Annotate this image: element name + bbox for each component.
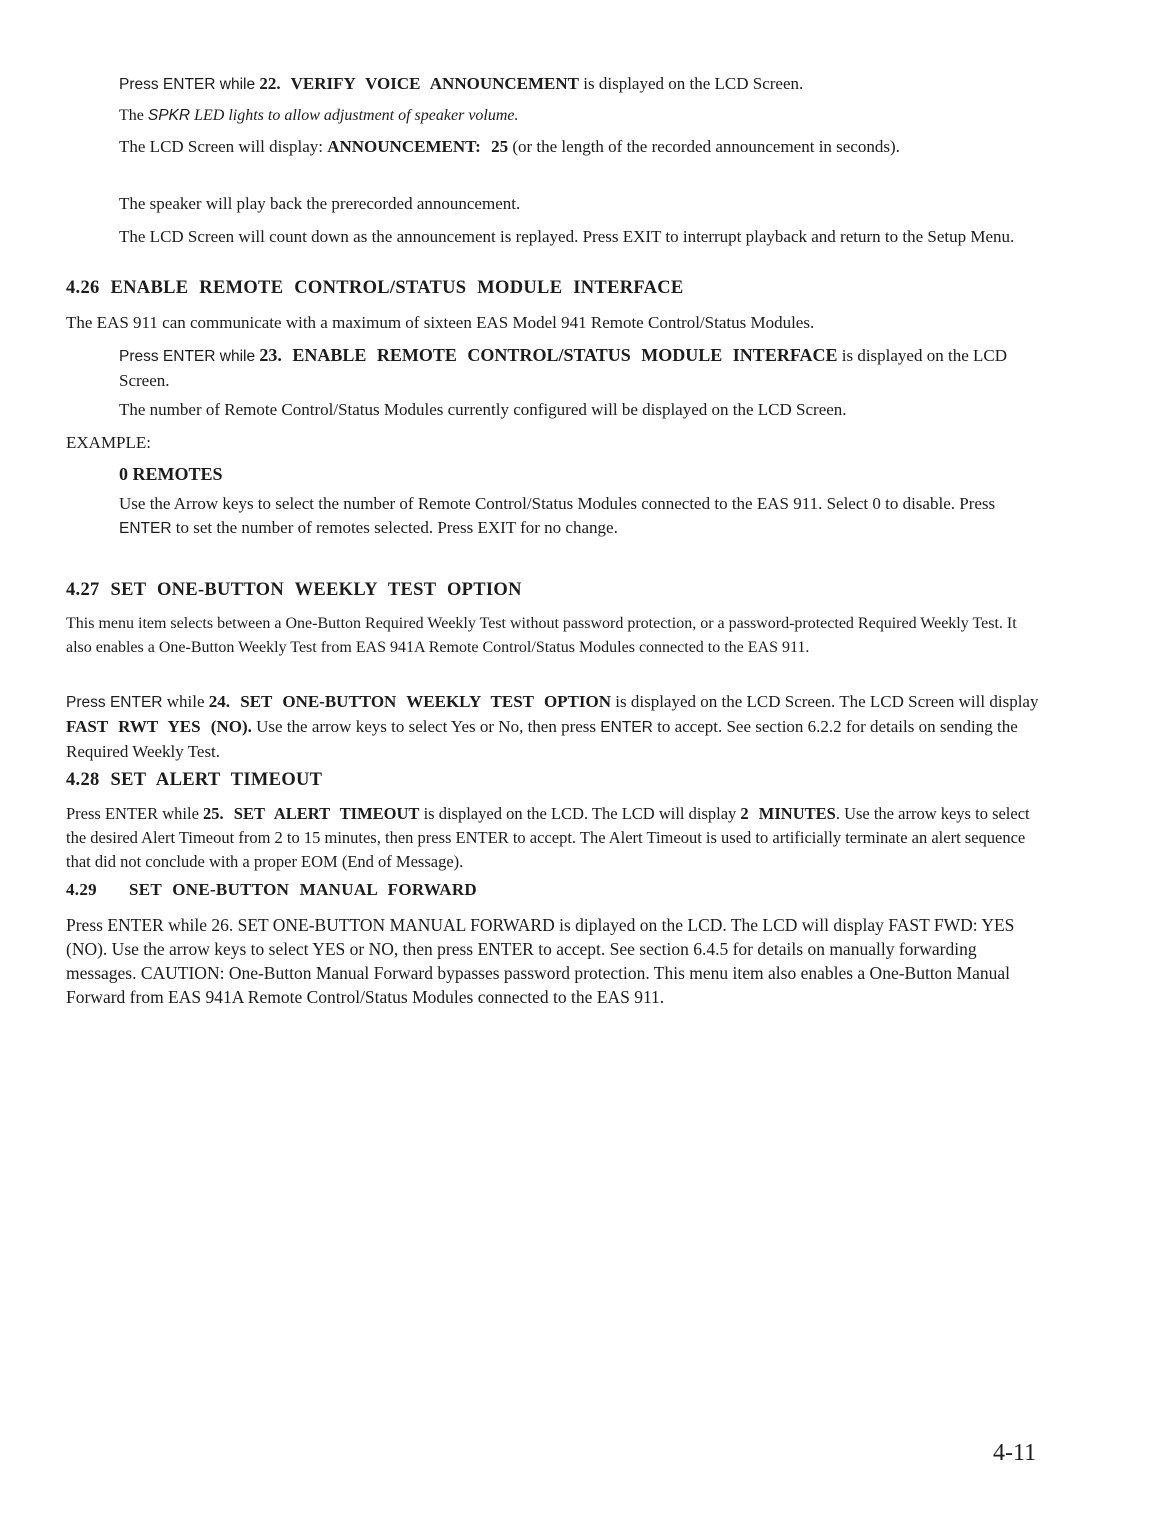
example-value: 0 REMOTES xyxy=(119,464,223,484)
section-4-28-heading: 4.28 SET ALERT TIMEOUT xyxy=(66,770,323,790)
s26-remotes-count-paragraph: The number of Remote Control/Status Modules currently configured will be displayed on the LCD Screen. xyxy=(119,400,847,419)
s1-press-enter-paragraph: Press ENTER while 22. VERIFY VOICE ANNOUNCEMENT is displayed on the LCD Screen. xyxy=(119,74,804,93)
s1-lcd-display-paragraph: The LCD Screen will display: ANNOUNCEMENT: 25 (or the length of the recorded announcement in seconds). xyxy=(119,137,900,156)
s26-press-enter-paragraph: Press ENTER while 23. ENABLE REMOTE CONTROL/STATUS MODULE INTERFACE is displayed on the LCD Screen. xyxy=(119,345,1007,390)
s27-description-paragraph: This menu item selects between a One-Button Required Weekly Test without password protection, or a password-protected Required Weekly Test. It also enables a One-Button Weekly Test from EAS 941A Remote Control/Status Modules connected to the EAS 911. xyxy=(66,615,1017,656)
section-4-26-heading: 4.26 ENABLE REMOTE CONTROL/STATUS MODULE INTERFACE xyxy=(66,278,684,298)
s1-countdown-paragraph: The LCD Screen will count down as the announcement is replayed. Press EXIT to interrupt playback and return to the Setup Menu. xyxy=(119,227,1015,246)
s26-arrow-keys-paragraph: Use the Arrow keys to select the number of Remote Control/Status Modules connected to the EAS 911. Select 0 to disable. Press ENTER to set the number of remotes selected. Press EXIT for no change. xyxy=(119,494,996,537)
page-number: 4-11 xyxy=(993,1440,1037,1466)
s26-intro-paragraph: The EAS 911 can communicate with a maximum of sixteen EAS Model 941 Remote Control/Status Modules. xyxy=(66,313,815,332)
section-4-29-heading: 4.29 SET ONE-BUTTON MANUAL FORWARD xyxy=(66,880,478,899)
s1-speaker-paragraph: The speaker will play back the prerecorded announcement. xyxy=(119,194,521,213)
s28-alert-timeout-paragraph: Press ENTER while 25. SET ALERT TIMEOUT is displayed on the LCD. The LCD will display 2 MINUTES. Use the arrow keys to select the desired Alert Timeout from 2 to 15 minutes, then press ENTER to accept. The Alert Timeout is used to artificially terminate an alert sequence that did not conclude with a proper EOM (End of Message). xyxy=(66,804,1030,871)
section-4-27-heading: 4.27 SET ONE-BUTTON WEEKLY TEST OPTION xyxy=(66,580,522,600)
s1-spkr-led-paragraph: The SPKR LED lights to allow adjustment of speaker volume. xyxy=(119,107,519,124)
example-label: EXAMPLE: xyxy=(66,433,151,452)
s29-manual-forward-paragraph: Press ENTER while 26. SET ONE-BUTTON MANUAL FORWARD is diplayed on the LCD. The LCD will display FAST FWD: YES (NO). Use the arrow keys to select YES or NO, then press ENTER to accept. See section 6.4.5 for details on manually forwarding messages. CAUTION: One-Button Manual Forward bypasses password protection. This menu item also enables a One-Button Manual Forward from EAS 941A Remote Control/Status Modules connected to the EAS 911. xyxy=(66,915,1015,1007)
s27-press-enter-paragraph: Press ENTER while 24. SET ONE-BUTTON WEEKLY TEST OPTION is displayed on the LCD Screen. The LCD Screen will display FAST RWT YES (NO). Use the arrow keys to select Yes or No, then press ENTER to accept. See section 6.2.2 for details on sending the Required Weekly Test. xyxy=(66,692,1039,761)
